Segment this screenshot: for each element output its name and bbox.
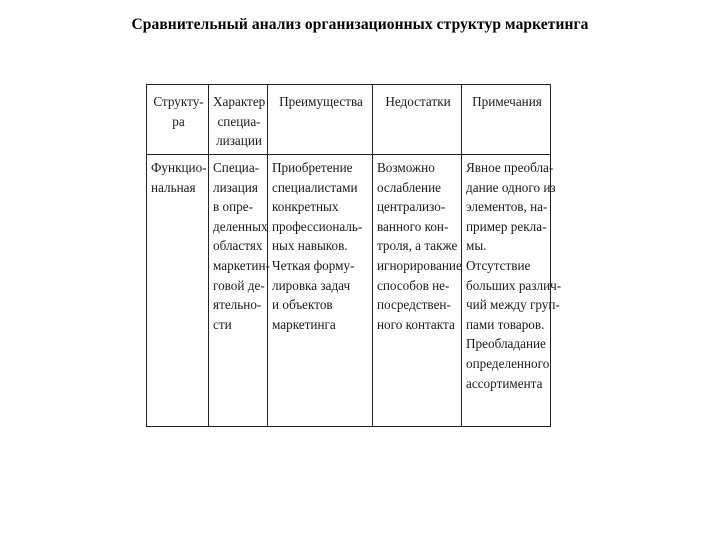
- header-cell-advantages: [268, 85, 373, 155]
- cell-line: Возможно: [377, 160, 435, 175]
- cell-line: сти: [213, 316, 232, 332]
- cell-line: троля, а также: [377, 238, 458, 254]
- header-line: Примечания: [472, 94, 542, 109]
- cell-disadvantages: [373, 155, 462, 427]
- header-line: Недостатки: [385, 94, 451, 109]
- cell-line: определенного: [466, 355, 550, 371]
- cell-line: мы.: [466, 238, 487, 254]
- header-line: лизации: [216, 133, 262, 149]
- cell-line: профессиональ-: [272, 218, 363, 234]
- cell-line: и объектов: [272, 297, 333, 313]
- cell-line: централизо-: [377, 199, 446, 215]
- cell-line: лировка задач: [272, 277, 351, 293]
- cell-line: дание одного из: [466, 179, 556, 195]
- cell-line: игнорирование: [377, 257, 462, 273]
- cell-line: ослабление: [377, 179, 441, 195]
- header-cell-structure: [147, 85, 209, 155]
- header-line: Структу-: [153, 94, 204, 109]
- cell-line: ванного кон-: [377, 218, 449, 234]
- cell-notes: [462, 155, 562, 427]
- cell-line: специалистами: [272, 179, 358, 195]
- cell-line: лизация: [213, 179, 258, 195]
- cell-line: Преобладание: [466, 336, 546, 352]
- page-title: Сравнительный анализ организационных структур маркетинга: [131, 16, 589, 33]
- cell-line: Явное преобла-: [466, 160, 554, 175]
- header-cell-notes: [462, 85, 551, 155]
- cell-line: Отсутствие: [466, 257, 531, 273]
- cell-line: конкретных: [272, 199, 339, 215]
- cell-line: нальная: [151, 179, 196, 195]
- table-row: [147, 155, 551, 427]
- cell-specialization: [209, 155, 268, 427]
- cell-structure: [147, 155, 209, 427]
- cell-advantages: [268, 155, 373, 427]
- cell-line: способов не-: [377, 277, 450, 293]
- cell-line: Функцио-: [151, 160, 207, 175]
- cell-line: Специа-: [213, 160, 260, 175]
- header-line: ра: [172, 113, 185, 129]
- header-line: Характер: [213, 94, 266, 109]
- cell-line: пами товаров.: [466, 316, 545, 332]
- cell-line: ятельно-: [213, 297, 262, 313]
- cell-line: Приобретение: [272, 160, 353, 175]
- cell-line: в опре-: [213, 199, 254, 215]
- cell-line: ного контакта: [377, 316, 455, 332]
- cell-line: деленных: [213, 218, 268, 234]
- header-row: [147, 85, 551, 155]
- cell-line: Четкая форму-: [272, 257, 355, 273]
- cell-line: областях: [213, 238, 263, 254]
- cell-line: ных навыков.: [272, 238, 348, 254]
- header-line: Преимущества: [279, 94, 363, 109]
- cell-line: элементов, на-: [466, 199, 548, 215]
- cell-line: маркетин-: [213, 257, 270, 273]
- cell-line: ассортимента: [466, 375, 543, 391]
- cell-line: чий между груп-: [466, 297, 560, 313]
- cell-line: говой де-: [213, 277, 265, 293]
- cell-line: посредствен-: [377, 297, 451, 313]
- cell-line: пример рекла-: [466, 218, 547, 234]
- header-cell-disadvantages: [373, 85, 462, 155]
- header-cell-specialization: [209, 85, 268, 155]
- cell-line: маркетинга: [272, 316, 336, 332]
- header-line: специа-: [217, 113, 261, 129]
- cell-line: больших различ-: [466, 277, 562, 293]
- comparison-table: [146, 84, 562, 427]
